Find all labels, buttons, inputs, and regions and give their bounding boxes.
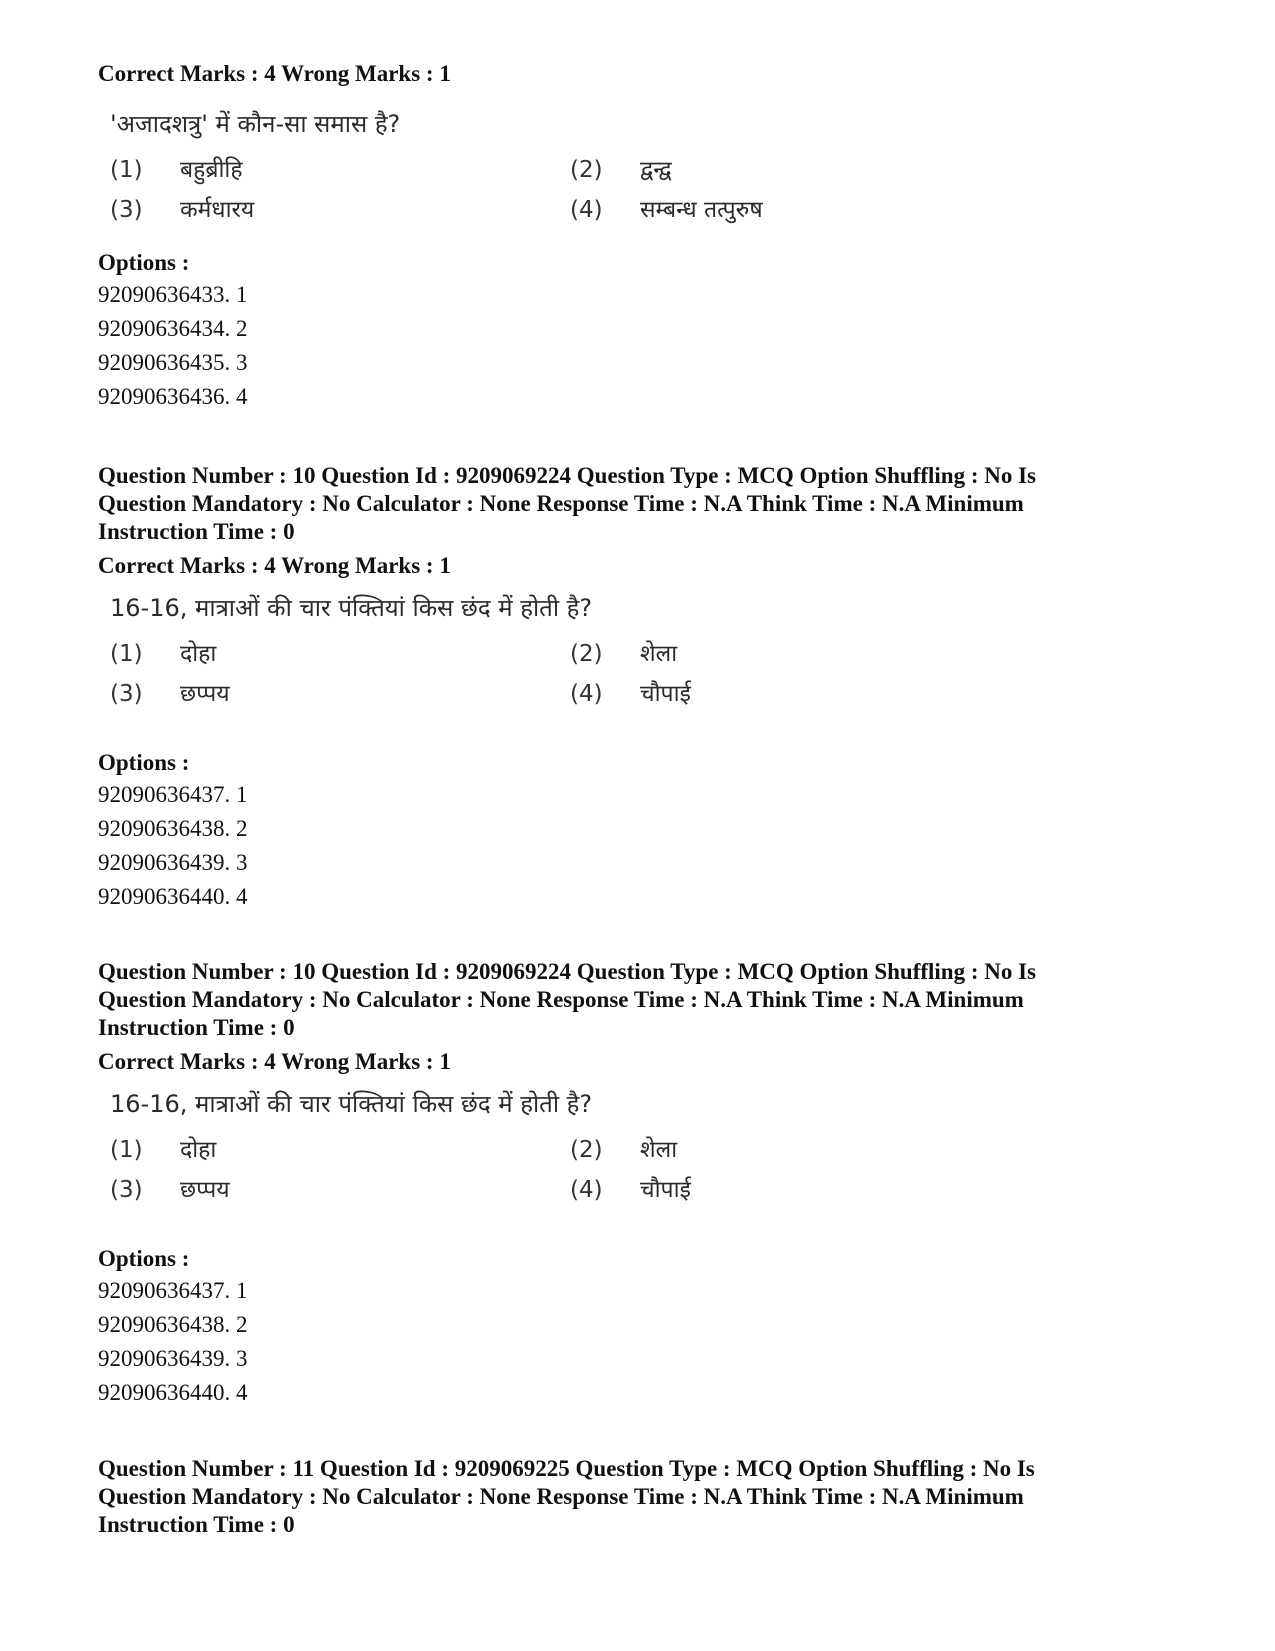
options-section <box>98 1244 1148 1410</box>
choice-1: (1) बहुब्रीहि <box>110 157 243 183</box>
option-row: 92090636438. 2 <box>98 1312 248 1337</box>
option-row: 92090636433. 1 <box>98 282 248 307</box>
marks-line: Correct Marks : 4 Wrong Marks : 1 <box>98 1049 451 1074</box>
options-label: Options : <box>98 250 190 275</box>
option-row: 92090636438. 2 <box>98 816 248 841</box>
question-header <box>98 1455 1148 1539</box>
options-label: Options : <box>98 750 190 775</box>
option-row: 92090636437. 1 <box>98 782 248 807</box>
header-line: Question Mandatory : No Calculator : None Response Time : N.A Think Time : N.A Minimum <box>98 491 1024 516</box>
question-text: 16-16, मात्राओं की चार पंक्तियां किस छंद में होती है? <box>110 594 593 622</box>
header-line: Question Number : 10 Question Id : 9209069224 Question Type : MCQ Option Shuffling : No Is <box>98 959 1037 984</box>
question-image <box>110 592 810 710</box>
question-text: 16-16, मात्राओं की चार पंक्तियां किस छंद में होती है? <box>110 1090 593 1118</box>
choice-2: (2) शेला <box>570 1137 678 1163</box>
choice-4: (4) सम्बन्ध तत्पुरुष <box>570 197 763 223</box>
choice-grid <box>110 154 810 226</box>
option-row: 92090636439. 3 <box>98 850 248 875</box>
header-line: Instruction Time : 0 <box>98 1512 295 1537</box>
question-header <box>98 958 1148 1042</box>
marks-line: Correct Marks : 4 Wrong Marks : 1 <box>98 553 451 578</box>
choice-2: (2) शेला <box>570 641 678 667</box>
question-text: 'अजादशत्रु' में कौन-सा समास है? <box>110 110 401 138</box>
option-row: 92090636440. 4 <box>98 1380 248 1405</box>
header-line: Instruction Time : 0 <box>98 519 295 544</box>
header-line: Instruction Time : 0 <box>98 1015 295 1040</box>
choice-1: (1) दोहा <box>110 641 217 667</box>
options-section <box>98 748 1148 914</box>
question-header <box>98 462 1148 546</box>
choice-1: (1) दोहा <box>110 1137 217 1163</box>
option-row: 92090636434. 2 <box>98 316 248 341</box>
choice-4: (4) चौपाई <box>570 681 691 707</box>
header-line: Question Mandatory : No Calculator : None Response Time : N.A Think Time : N.A Minimum <box>98 987 1024 1012</box>
choice-grid <box>110 638 810 710</box>
marks-line: Correct Marks : 4 Wrong Marks : 1 <box>98 61 451 86</box>
header-line: Question Number : 11 Question Id : 9209069225 Question Type : MCQ Option Shuffling : No Is <box>98 1456 1035 1481</box>
header-line: Question Mandatory : No Calculator : None Response Time : N.A Think Time : N.A Minimum <box>98 1484 1024 1509</box>
option-row: 92090636439. 3 <box>98 1346 248 1371</box>
option-row: 92090636435. 3 <box>98 350 248 375</box>
option-row: 92090636436. 4 <box>98 384 248 409</box>
option-row: 92090636440. 4 <box>98 884 248 909</box>
header-line: Question Number : 10 Question Id : 9209069224 Question Type : MCQ Option Shuffling : No Is <box>98 463 1037 488</box>
choice-3: (3) छप्पय <box>110 681 230 707</box>
options-label: Options : <box>98 1246 190 1271</box>
choice-grid <box>110 1134 810 1206</box>
option-row: 92090636437. 1 <box>98 1278 248 1303</box>
choice-3: (3) छप्पय <box>110 1177 230 1203</box>
question-image <box>110 108 810 226</box>
options-section <box>98 248 1148 414</box>
choice-2: (2) द्वन्द्व <box>570 157 672 183</box>
choice-3: (3) कर्मधारय <box>110 197 255 223</box>
choice-4: (4) चौपाई <box>570 1177 691 1203</box>
question-image <box>110 1088 810 1206</box>
